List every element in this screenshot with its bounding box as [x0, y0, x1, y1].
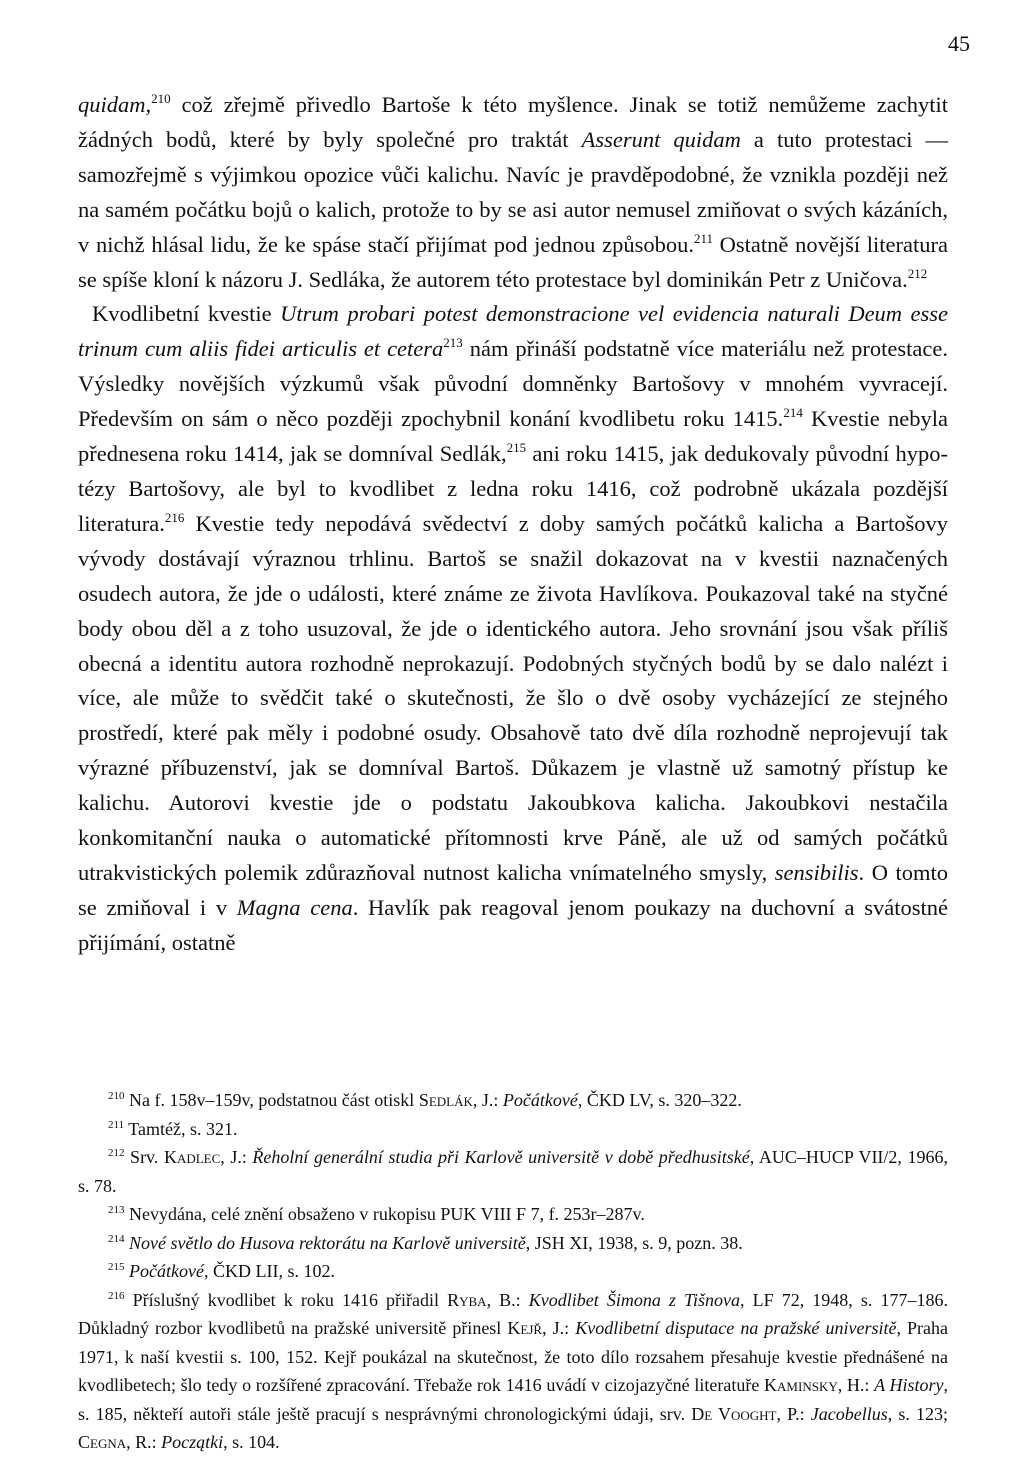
author-name: Sedlák [418, 1090, 473, 1110]
text-run: , R.: [126, 1432, 162, 1452]
text-run: , JSH XI, 1938, s. 9, pozn. 38. [525, 1232, 743, 1253]
italic-text: Magna cena [236, 894, 353, 920]
footnote-marker: 216 [164, 509, 185, 525]
italic-text: Asserunt quidam [581, 126, 741, 152]
footnote [78, 1086, 948, 1115]
italic-text: Počátkové [129, 1261, 204, 1281]
author-name: Kejř [507, 1318, 543, 1338]
text-run: , AUC–HUCP VII/2, 1966, s. 78. [78, 1147, 948, 1196]
author-name: De Vooght [691, 1403, 777, 1424]
footnote-marker: 212 [907, 265, 928, 281]
italic-text: quidam, [78, 92, 152, 117]
footnote-marker: 210 [108, 1090, 125, 1102]
footnote [78, 1115, 948, 1144]
italic-text: Řeholní generální studia při Karlově universitě v době předhusitské [252, 1147, 750, 1167]
text-run: , H.: [837, 1375, 875, 1395]
footnote-marker: 212 [108, 1147, 125, 1159]
text-run: Kvestie nebyla přednesena roku 1414, jak se domníval Sedlák, [78, 406, 948, 467]
italic-text: A History [874, 1375, 944, 1395]
italic-text: Nové světlo do Husova rektorátu na Karlově universitě [129, 1232, 526, 1253]
text-run: . Havlík pak reagoval jenom poukazy na duchovní a svátostné přijímání, ostatně [78, 894, 948, 955]
body-text [78, 88, 948, 961]
text-run: ani roku 1415, jak dedukovaly původní hypotézy Bartošovy, ale byl to kvodlibet z ledna roku 1416, což podrobně ukázala pozdější literatura. [78, 441, 948, 536]
text-run: , B.: [486, 1289, 529, 1310]
footnote [78, 1229, 948, 1258]
text-run: a tuto protestaci — samozřejmě s výjimkou opozice vůči kalichu. Navíc je pravděpodobné, že vznikla později než na samém počátku bojů o kalich, protože to by se asi autor nemusel zmiňovat o svých kázáních, v nichž hlásal lidu, že ke spáse stačí přijímat pod jednou způsobou. [78, 126, 949, 257]
footnote-marker: 215 [506, 440, 527, 456]
footnotes [78, 1086, 948, 1457]
footnote [78, 1257, 948, 1286]
text-run: , J.: [472, 1090, 503, 1110]
footnote [78, 1200, 948, 1229]
italic-text: Kvodlibetní disputace na pražské universitě [575, 1318, 897, 1338]
text-run: Kvestie tedy nepodává svědectví z doby samých počátků kalicha a Bartošovy vývody dostávají výraznou trhlinu. Bartoš se snažil dokazovat na v kvestii naznačených osudech autora, že jde o události, které známe ze života Havlíkova. Poukazoval také na styčné body obou děl a z toho usuzoval, že jde o identického autora. Jeho srovnání jsou však příliš obecná a identitu autora rozhodně neprokazují. Podobných styčných bodů by se dalo nalézt i více, ale může to svědčit také o skutečnosti, že šlo o dvě osoby vycházející ze stejného prostředí, které pak měly i podobné osudy. Obsahově tato dvě díla rozhodně neprojevují tak výrazné příbuzenství, jak se domníval Bartoš. Důkazem je vlastně už samotný přístup ke kalichu. Autorovi kvestie jde o podstatu Jakoubkova kalicha. Jakoubkovi nestačila konkomitanční nauka o automatické přítomnosti krve Páně, ale už od samých počátků utrakvistických polemik zdůrazňoval nutnost kalicha vnímatelného smysly, [78, 510, 948, 885]
italic-text: sensibilis [774, 859, 859, 885]
text-run: Srv. [124, 1147, 164, 1167]
author-name: Ryba [447, 1289, 487, 1310]
footnote-marker: 215 [108, 1261, 125, 1273]
text-run: , J.: [220, 1147, 253, 1167]
italic-text: Początki [161, 1432, 224, 1452]
footnote-marker: 210 [151, 91, 171, 106]
text-run: , Praha 1971, k naší kvestii s. 100, 152. Kejř poukázal na skutečnost, že toto dílo rozsahem přesahuje kvestie přednášené na kvodlibetech; šlo tedy o rozšířené zpracování. Třebaže rok 1416 uvádí v cizojazyčné literatuře [78, 1318, 949, 1395]
footnote [78, 1143, 948, 1200]
text-run: , J.: [542, 1318, 576, 1338]
text-run: Kvodlibetní kvestie [92, 301, 281, 327]
italic-text: Utrum probari potest demonstracione vel evidencia naturali Deum esse trinum cum aliis fidei articulis et cetera [78, 301, 948, 362]
italic-text: Počátkové [502, 1090, 578, 1110]
text-run: Příslušný kvodlibet k roku 1416 přiřadil [124, 1289, 448, 1310]
text-run: , s. 185, někteří autoři stále ještě pracují s nesprávnými chronologickými údaji, srv. [78, 1375, 949, 1424]
footnote-marker: 216 [108, 1289, 125, 1302]
footnote-marker: 213 [108, 1204, 125, 1216]
italic-text: Kvodlibet Šimona z Tišnova [528, 1289, 741, 1310]
text-run: , ČKD LII, s. 102. [203, 1261, 335, 1281]
footnote-marker: 211 [108, 1118, 125, 1131]
text-run: Nevydána, celé znění obsaženo v rukopisu PUK VIII F 7, f. 253r–287v. [124, 1204, 645, 1224]
text-run: , ČKD LV, s. 320–322. [577, 1090, 742, 1110]
text-run: nám přináší podstatně více materiálu než protestace. Výsledky novějších výzkumů však původní domněnky Bartošovy v mnohém vyvracejí. Především on sám o něco později zpochybnil konání kvodlibetu roku 1415. [78, 336, 949, 432]
text-run: což zřejmě přivedlo Bartoše k této myšlence. Jinak se totiž nemůžeme zachytit žádných bodů, které by byly společné pro traktát [78, 92, 948, 152]
text-run: , P.: [776, 1403, 811, 1424]
footnote [78, 1286, 948, 1457]
italic-text: Jacobellus [810, 1403, 888, 1424]
footnote-marker: 214 [108, 1232, 125, 1245]
text-run: , s. 104. [223, 1432, 280, 1452]
text-run: Ostatně novější literatura se spíše kloní k názoru J. Sedláka, že autorem této protestace byl dominikán Petr z Uničova. [78, 231, 948, 292]
page-number: 45 [948, 31, 970, 56]
author-name: Kaminsky [764, 1375, 838, 1395]
text-run: Tamtéž, s. 321. [124, 1118, 238, 1139]
paragraph [78, 297, 948, 960]
text-run: , LF 72, 1948, s. 177–186. Důkladný rozbor kvodlibetů na pražské universitě přinesl [78, 1289, 948, 1338]
text-run: Na f. 158v–159v, podstatnou část otiskl [124, 1090, 419, 1110]
author-name: Kadlec [163, 1147, 221, 1167]
footnote-marker: 214 [783, 405, 803, 421]
footnote-marker: 211 [693, 230, 713, 246]
paragraph [78, 88, 948, 297]
footnote-marker: 213 [443, 335, 463, 351]
text-run: . O tomto se zmiňoval i v [78, 859, 948, 920]
text-run: , s. 123; [887, 1403, 948, 1424]
author-name: Cegna [78, 1432, 127, 1452]
